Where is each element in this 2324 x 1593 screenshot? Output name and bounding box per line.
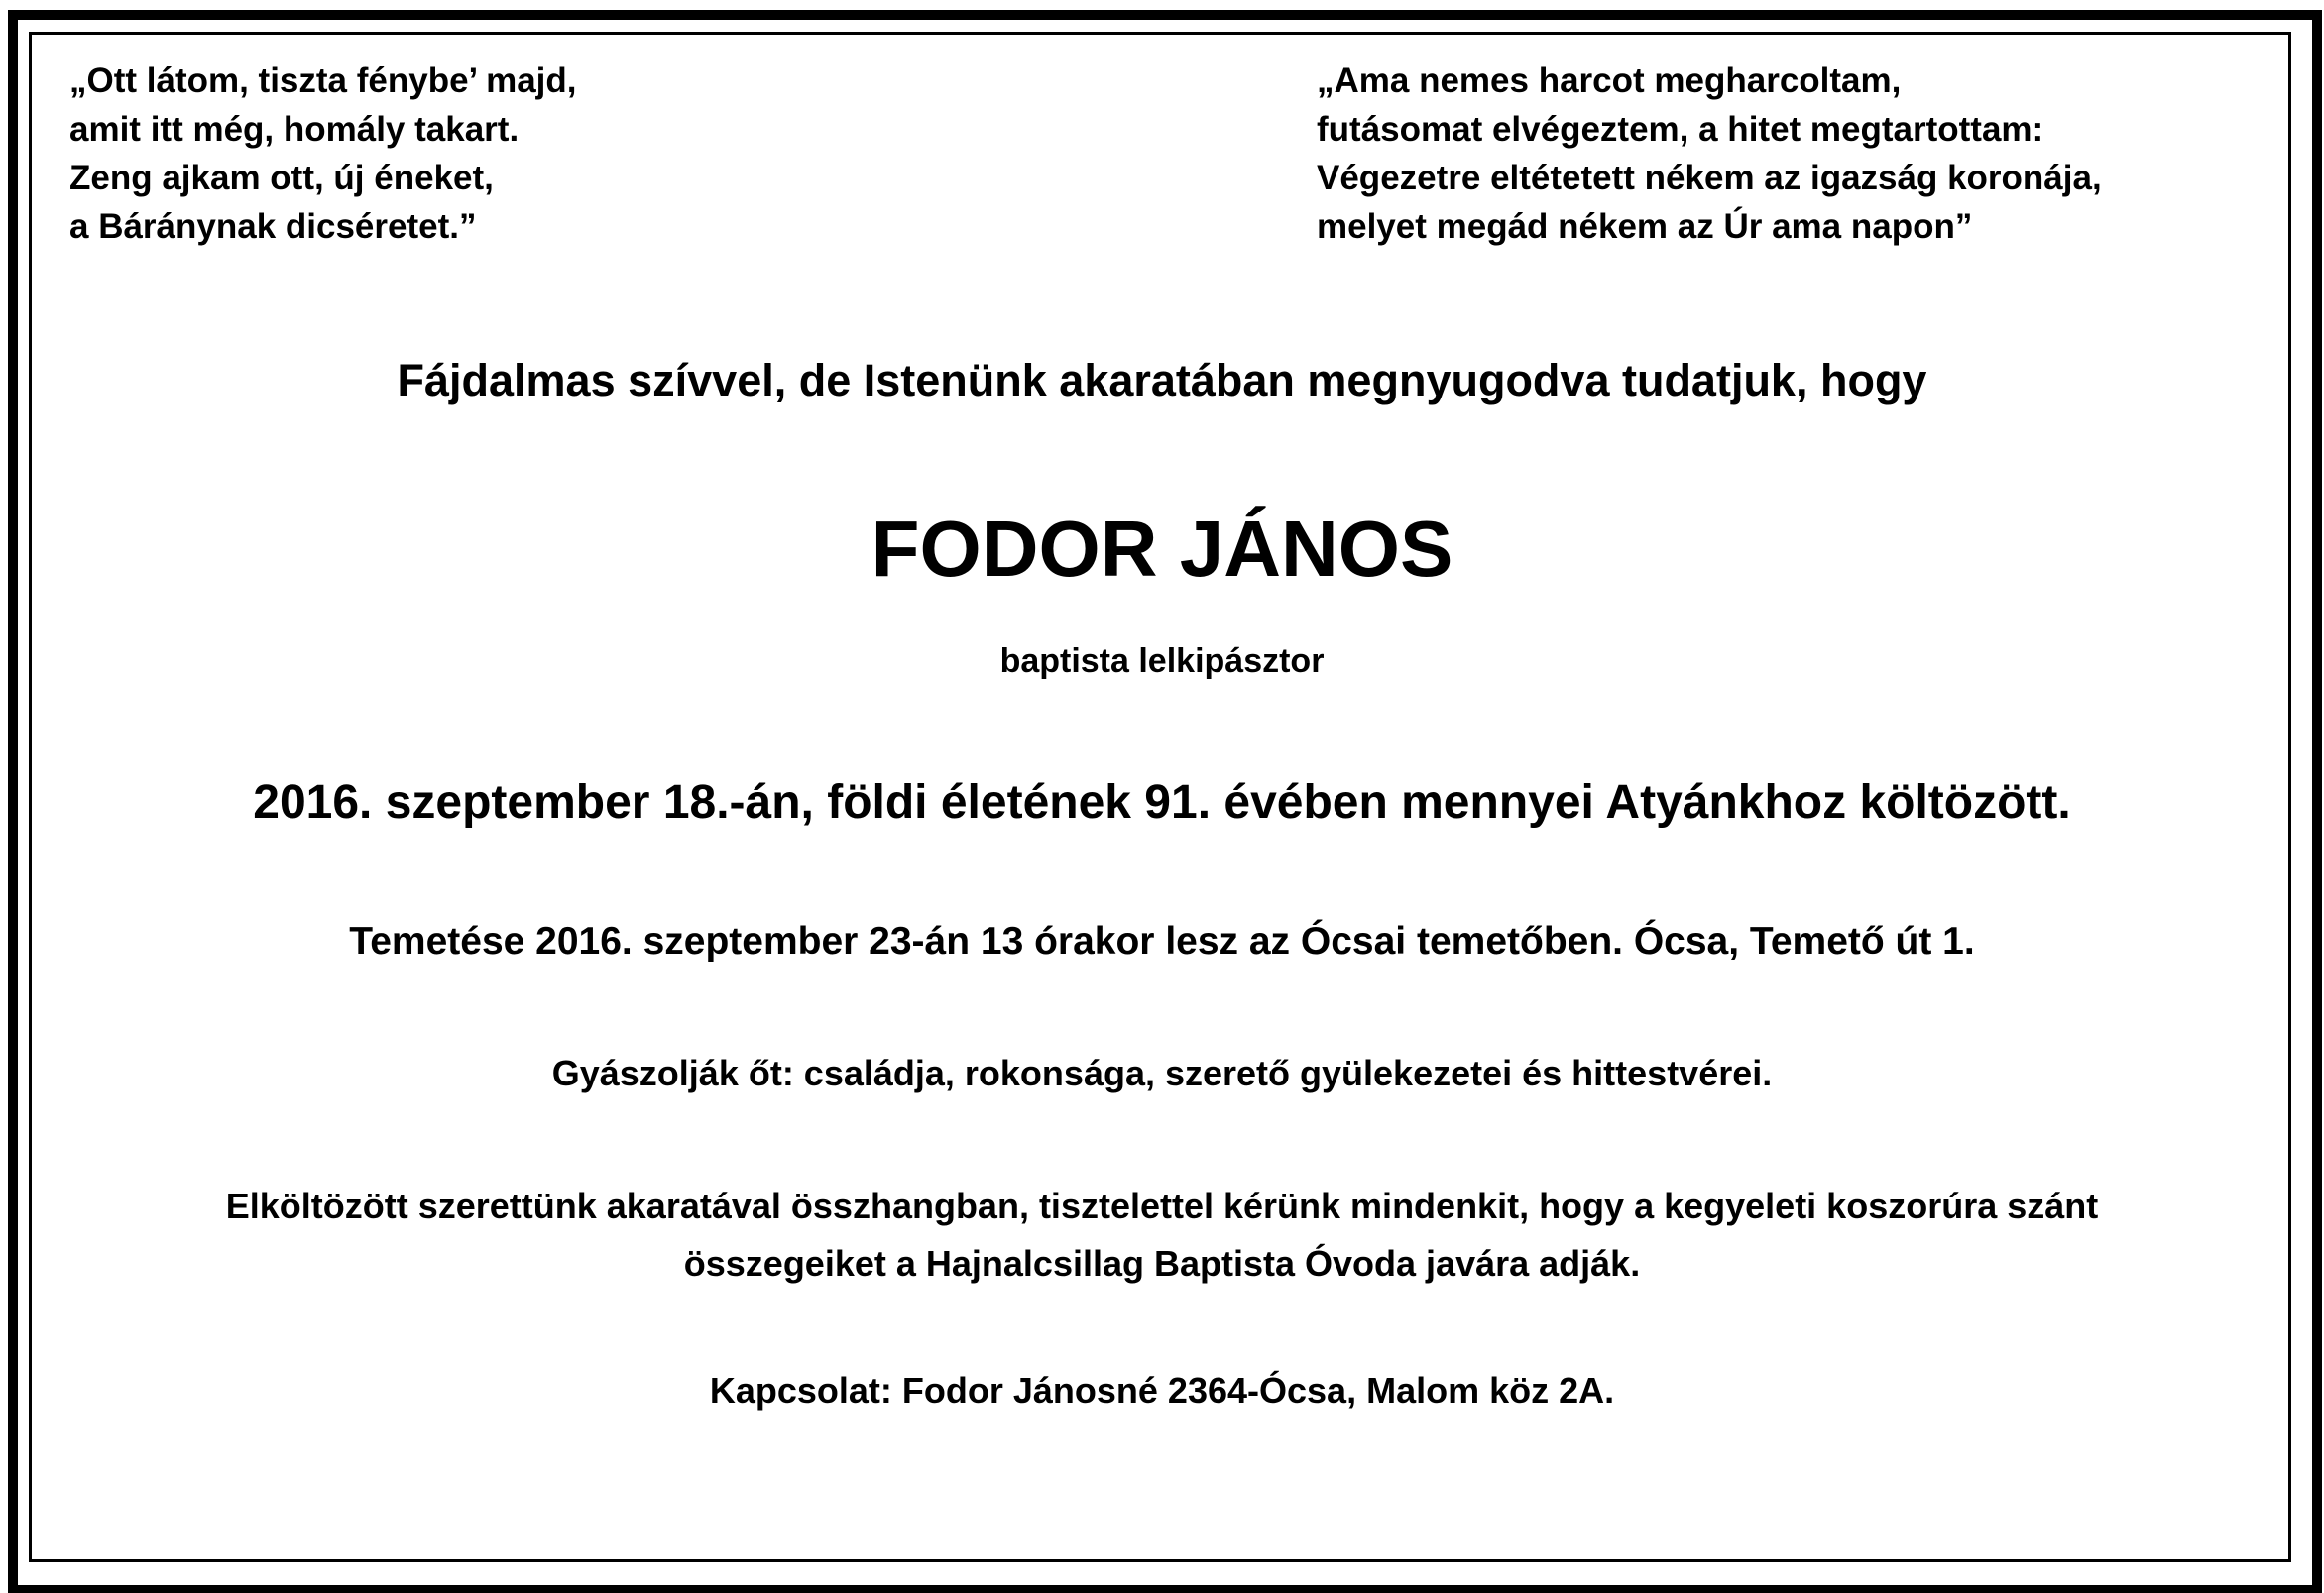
donation-request-line: Elköltözött szerettünk akaratával összhangban, tisztelettel kérünk mindenkit, hogy a kegyeleti koszorúra szánt — [225, 1186, 2099, 1226]
verse-left-line: Zeng ajkam ott, új éneket, — [69, 159, 494, 197]
funeral-info: Temetése 2016. szeptember 23-án 13 órakor lesz az Ócsai temetőben. Ócsa, Temető út 1. — [349, 920, 1975, 963]
deceased-role: baptista lelkipásztor — [999, 642, 1325, 680]
verse-left — [69, 57, 576, 251]
intro-text: Fájdalmas szívvel, de Istenünk akaratában megnyugodva tudatjuk, hogy — [397, 355, 1927, 405]
verse-right-line: futásomat elvégeztem, a hitet megtartottam: — [1317, 110, 2044, 149]
verse-right — [1317, 57, 2102, 251]
deceased-name: FODOR JÁNOS — [871, 505, 1453, 593]
verse-right-line: Végezetre eltétetett nékem az igazság koronája, — [1317, 159, 2102, 197]
donation-request — [59, 1178, 2265, 1293]
contact-info: Kapcsolat: Fodor Jánosné 2364-Ócsa, Malom köz 2A. — [709, 1370, 1615, 1411]
verse-left-line: amit itt még, homály takart. — [69, 110, 520, 149]
verse-left-line: „Ott látom, tiszta fénybe’ majd, — [69, 61, 577, 100]
death-notice: 2016. szeptember 18.-án, földi életének 91. évében mennyei Atyánkhoz költözött. — [253, 776, 2071, 829]
verse-right-line: melyet megád nékem az Úr ama napon” — [1317, 207, 1973, 246]
donation-request-line: összegeiket a Hajnalcsillag Baptista Óvoda javára adják. — [683, 1243, 1641, 1284]
verse-left-line: a Báránynak dicséretet.” — [69, 207, 477, 246]
mourners-text: Gyászolják őt: családja, rokonsága, szerető gyülekezetei és hittestvérei. — [551, 1053, 1773, 1093]
verse-right-line: „Ama nemes harcot megharcoltam, — [1317, 61, 1902, 100]
